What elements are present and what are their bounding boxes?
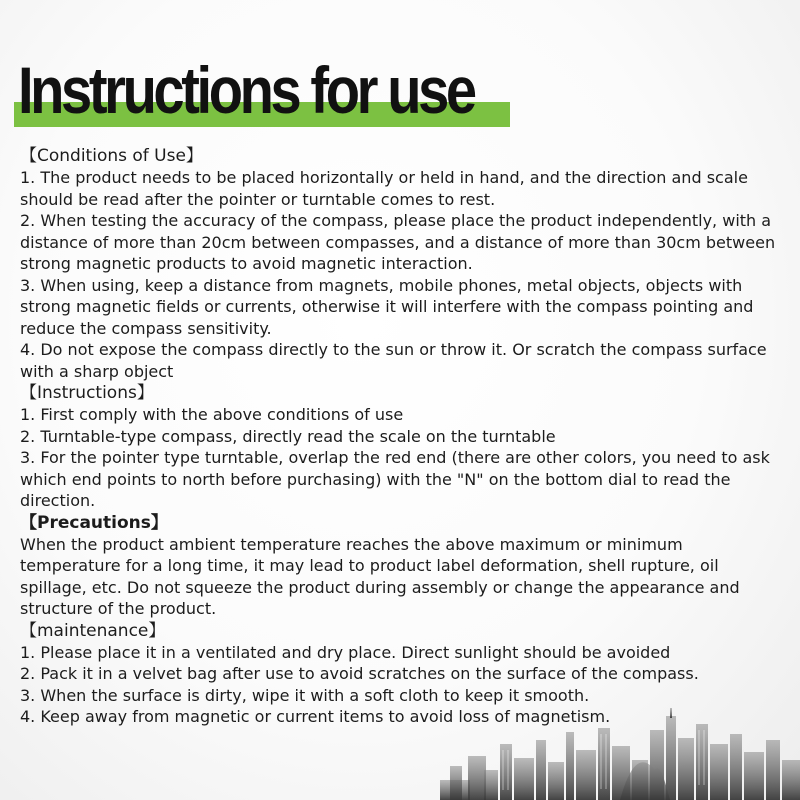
section-precautions xyxy=(20,512,785,620)
instructions-item-2: 2. Turntable-type compass, directly read the scale on the turntable xyxy=(20,426,556,446)
section-heading-precautions: 【Precautions】 xyxy=(20,512,168,533)
instructions-item-1: 1. First comply with the above conditions of use xyxy=(20,405,404,424)
instructions-item-3: 3. For the pointer type turntable, overlap the red end (there are other colors, you need to ask which end points to north before purchasing) with the "N" on the bottom dial to read the direction. xyxy=(20,448,770,510)
section-conditions xyxy=(20,145,785,382)
conditions-item-2: 2. When testing the accuracy of the compass, please place the product independently, with a distance of more than 20cm between compasses, and a distance of more than 30cm between strong magnetic products to avoid magnetic interaction. xyxy=(20,211,776,273)
section-heading-conditions: 【Conditions of Use】 xyxy=(20,146,203,166)
maintenance-item-1: 1. Please place it in a ventilated and dry place. Direct sunlight should be avoided xyxy=(20,642,671,662)
conditions-item-1: 1. The product needs to be placed horizontally or held in hand, and the direction and scale should be read after the pointer or turntable comes to rest. xyxy=(20,168,748,209)
section-heading-instructions: 【Instructions】 xyxy=(20,383,154,403)
maintenance-item-3: 3. When the surface is dirty, wipe it with a soft cloth to keep it smooth. xyxy=(20,685,590,705)
section-instructions xyxy=(20,382,785,512)
instructions-content xyxy=(20,145,785,728)
title-banner xyxy=(14,53,510,130)
maintenance-item-4: 4. Keep away from magnetic or current items to avoid loss of magnetism. xyxy=(20,707,611,726)
section-heading-maintenance: 【maintenance】 xyxy=(20,620,166,641)
maintenance-item-2: 2. Pack it in a velvet bag after use to avoid scratches on the surface of the compass. xyxy=(20,664,699,683)
conditions-item-3: 3. When using, keep a distance from magnets, mobile phones, metal objects, objects with strong magnetic fields or currents, otherwise it will interfere with the compass pointing and reduce the compass sensitivity. xyxy=(20,275,754,338)
conditions-item-4: 4. Do not expose the compass directly to the sun or throw it. Or scratch the compass surface with a sharp object xyxy=(20,340,767,381)
city-skyline-graphic xyxy=(440,700,800,800)
page-title: Instructions for use xyxy=(18,53,474,127)
precautions-text: When the product ambient temperature reaches the above maximum or minimum temperature for a long time, it may lead to product label deformation, shell rupture, oil spillage, etc. Do not squeeze the product during assembly or change the appearance and structure of the product. xyxy=(20,534,740,618)
